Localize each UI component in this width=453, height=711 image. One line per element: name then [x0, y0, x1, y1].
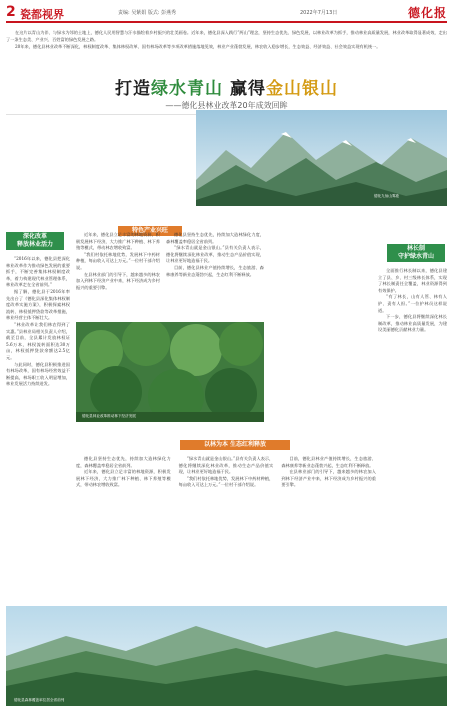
paragraph: 与此同时，德化县积极推进国有林场改革，国有林场经营效益不断提高，林场职工收入明显增加，林业发展活力持续迸发。: [6, 361, 70, 387]
section-box-line: 林长制: [406, 245, 425, 252]
paragraph: 下一步，德化县将继续深化林长制改革，推动林业高质量发展，为建设美丽德化贡献林业力量。: [378, 314, 447, 333]
headline-part: 赢得: [229, 79, 266, 99]
paragraph: “有了林长，山有人管、林有人护、责有人担。”一位护林员这样说道。: [378, 294, 447, 313]
section-box-line: 释放林业活力: [16, 241, 53, 248]
forest-photo: [76, 322, 264, 422]
intro-text: [6, 29, 447, 50]
paragraph: 德化县坚持生态优先，持续加大造林绿化力度，森林覆盖率稳居全省前列。: [166, 232, 264, 244]
headline-part: 打造: [115, 79, 152, 99]
section-box-line: 守护绿水青山: [397, 253, 434, 260]
page-header: [0, 0, 453, 26]
mountain-photo: [196, 110, 447, 206]
editor-info: 责编: 吴紫娟 版式: 彭燕秀: [118, 10, 177, 16]
subheadline: ——德化县林业改革20年成效回眸: [165, 101, 288, 110]
intro-paragraph: 20年来，德化县林业改革不断深化，林权制度改革、集体林权改革、国有林场改革等多项改革措施落地见效，林业产业蓬勃发展，林农收入稳步增长，生态效益、经济效益、社会效益实现有机统一。: [15, 44, 381, 49]
page-number: 2: [6, 4, 16, 20]
paragraph: 德化县坚持生态优先，持续加大造林绿化力度，森林覆盖率稳居全省前列。: [76, 456, 171, 468]
column-mid-b: [166, 232, 264, 278]
section-box-line: 深化改革: [22, 233, 47, 240]
paragraph: 近年来，德化县立足丰富的林地资源，积极发展林下经济，大力推广林下种植、林下养殖等模式，带动林农增收致富。: [76, 232, 160, 251]
issue-date: 2022年7月13日: [300, 10, 338, 16]
column-right: [378, 268, 447, 334]
landscape-photo: [6, 606, 447, 706]
photo-caption: 德化县森林覆盖率位居全省前列: [14, 698, 65, 702]
paragraph: 据了解，德化县于2016年率先出台了《德化县深化集体林权制度改革实施方案》，积极探索林权流转、林权抵押贷款等改革措施，林业经营主体不断壮大。: [6, 288, 70, 321]
intro-paragraph: 在这片以青山为伴、与绿水为邻的土地上，德化人民用智慧与汗水描绘着乡村振兴的壮美画卷。近年来，德化县深入践行“两山”理念，坚持生态优先、绿色发展，以林业改革为抓手，推动林业高质量发展，林业改革取得显著成效，走出了一条生态美、产业兴、百姓富的绿色发展之路。: [6, 30, 447, 42]
photo-caption: 德化九仙山雾凇: [374, 194, 400, 198]
column-mid-lower: [76, 456, 376, 606]
paragraph: 全面推行林长制以来，德化县建立了县、乡、村三级林长体系，实现了林长制责任全覆盖，林业资源得到有效保护。: [378, 268, 447, 293]
paragraph: 在县林业部门的引导下，越来越多的林农加入到林下经济产业中来，林下经济成为乡村振兴的重要引擎。: [76, 271, 160, 290]
column-left: [6, 256, 70, 388]
paragraph: 在县林业部门的引导下，越来越多的林农加入到林下经济产业中来，林下经济成为乡村振兴的重要引擎。: [281, 469, 376, 488]
section-box-mid: 特色产业兴旺: [118, 226, 182, 236]
paragraph: 近年来，德化县立足丰富的林地资源，积极发展林下经济，大力推广林下种植、林下养殖等模式，带动林农增收致富。: [76, 469, 171, 488]
section-box-right: [387, 244, 445, 262]
section-title: 瓷都视界: [20, 8, 64, 21]
paragraph: “绿水青山就是金山银山。”县有关负责人表示，德化将继续深化林业改革，推动生态产品价值实现，让林业更好地造福于民。: [166, 245, 264, 264]
header-rule: [6, 21, 447, 23]
paragraph: 目前，德化县林业产值持续增长，生态旅游、森林康养等新业态蓬勃兴起，生态红利不断释放。: [166, 264, 264, 277]
headline: [0, 74, 453, 99]
paragraph: “林业改革让我们林农得到了实惠。”县林业局相关负责人介绍，截至目前，全县累计发放林权证5.6万本，林权流转面积达30万亩，林权抵押贷款余额达2.5亿元。: [6, 321, 70, 360]
paragraph: “我们村依托林地优势，发展林下中药材种植，每亩收入可达上万元。”一位村干部介绍说。: [178, 475, 274, 488]
headline-part: 金山银山: [265, 79, 338, 99]
paper-logo: 德化报: [407, 6, 447, 20]
paragraph: “我们村依托林地优势，发展林下中药材种植，每亩收入可达上万元。”一位村干部介绍说。: [76, 251, 160, 270]
paragraph: 目前，德化县林业产值持续增长，生态旅游、森林康养等新业态蓬勃兴起，生态红利不断释放。: [281, 456, 376, 468]
headline-part: 绿水青山: [151, 79, 224, 99]
section-box-left: [6, 232, 64, 250]
column-mid-a: [76, 232, 160, 291]
paragraph: “绿水青山就是金山银山。”县有关负责人表示，德化将继续深化林业改革，推动生态产品价值实现，让林业更好地造福于民。: [178, 456, 274, 475]
photo-caption: 德化县林业改革推动林下经济发展: [82, 414, 136, 418]
paragraph: “2016年以来，德化县把深化林业改革作为推动绿色发展的重要抓手，不断完善集体林权制度改革，着力构建现代林业管理体系，林业改革走在全省前列。”: [6, 256, 70, 288]
section-box-mid2: 以林为本 生态红利释放: [180, 440, 290, 450]
